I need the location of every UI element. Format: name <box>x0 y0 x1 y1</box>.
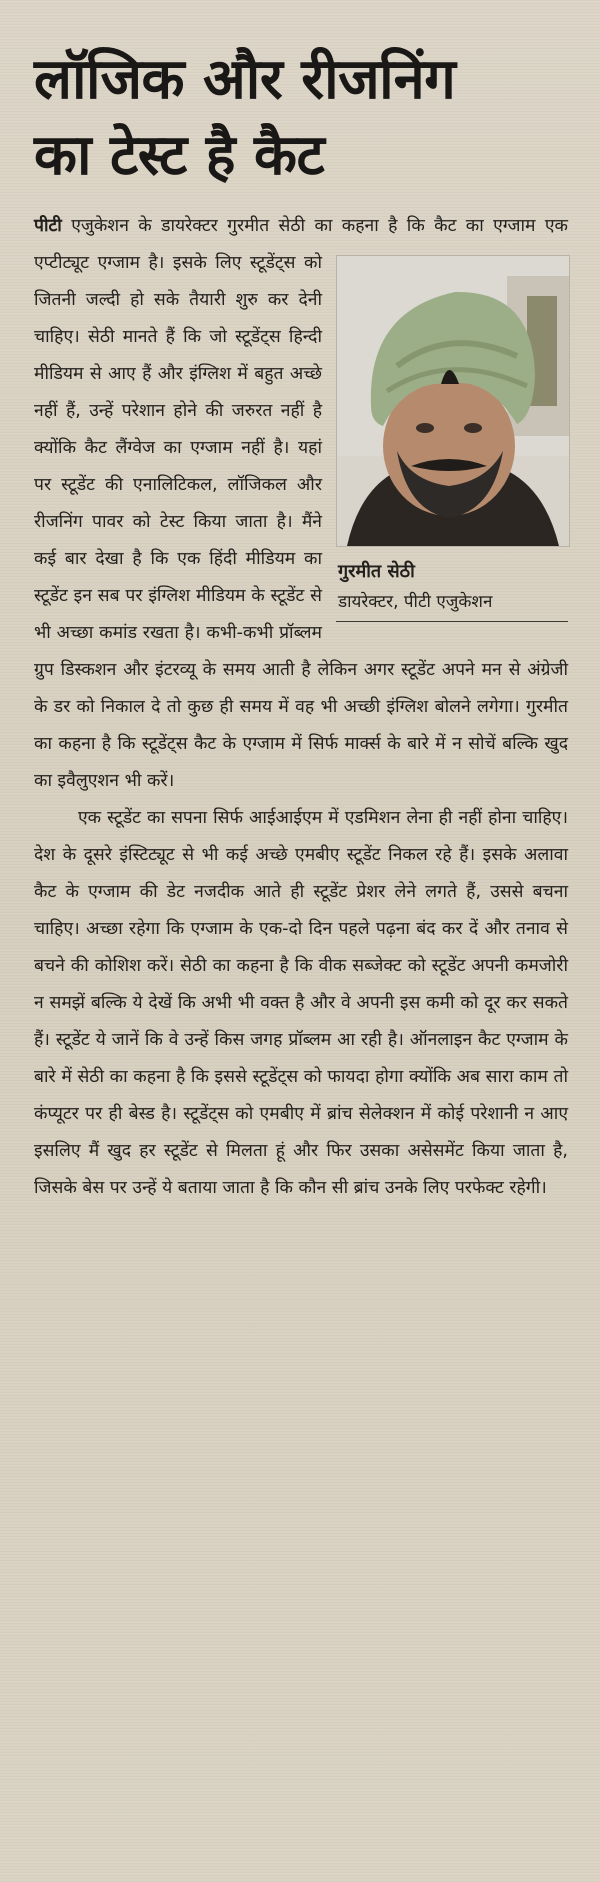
caption-name: गुरमीत सेठी <box>338 561 415 582</box>
figure <box>336 255 568 622</box>
article-body <box>34 208 568 1207</box>
photo-caption <box>336 547 568 622</box>
paragraph-1-intro: एजुकेशन के डायरेक्टर गुरमीत सेठी का कहना है कि कैट का एग्जाम एक एप्टीट्यूट एग्जाम है। <box>34 216 568 273</box>
headline-line-2: का टेस्ट है कैट <box>34 123 325 188</box>
headline-line-1: लॉजिक और रीजनिंग <box>34 47 456 112</box>
headline <box>34 42 568 194</box>
lead-word: पीटी <box>34 216 62 236</box>
paragraph-1 <box>34 208 568 800</box>
paragraph-1-rest: इसके लिए स्टूडेंट्स को जितनी जल्दी हो सके तैयारी शुरु कर देनी चाहिए। सेठी मानते हैं कि जो स्टूडेंट्स हिन्दी मीडियम से आए हैं और इंग्लिश में बहुत अच्छे नहीं हैं, उन्हें परेशान होने की जरुरत नहीं है क्योंकि कैट लैंग्वेज का एग्जाम नहीं है। यहां पर स्टूडेंट की एनालिटिकल, लॉजिकल और रीजनिंग पावर को टेस्ट किया जाता है। मैंने कई बार देखा है कि एक हिंदी मीडियम का स्टूडेंट इन सब पर इंग्लिश मीडियम के स्टूडेंट से भी अच्छा कमांड रखता है। कभी-कभी प्रॉब्लम ग्रुप डिस्कशन और इंटरव्यू के समय आती है लेकिन अगर स्टूडेंट अपने मन से अंग्रेजी के डर को निकाल दे तो कुछ ही समय में वह भी अच्छी इंग्लिश बोलने लगेगा। गुरमीत का कहना है कि स्टूडेंट्स कैट के एग्जाम में सिर्फ मार्क्स के बारे में न सोचें बल्कि खुद का इवैलुएशन भी करें। <box>34 253 568 791</box>
portrait-illustration <box>337 256 569 546</box>
caption-title: डायरेक्टर, पीटी एजुकेशन <box>338 592 493 612</box>
portrait-photo <box>336 255 570 547</box>
paragraph-2: एक स्टूडेंट का सपना सिर्फ आईआईएम में एडमिशन लेना ही नहीं होना चाहिए। देश के दूसरे इंस्टिट्यूट से भी कई अच्छे एमबीए स्टूडेंट निकल रहे हैं। इसके अलावा कैट के एग्जाम की डेट नजदीक आते ही स्टूडेंट प्रेशर लेने लगते हैं, उससे बचना चाहिए। अच्छा रहेगा कि एग्जाम के एक-दो दिन पहले पढ़ना बंद कर दें और तनाव से बचने की कोशिश करें। सेठी का कहना है कि वीक सब्जेक्ट को स्टूडेंट अपनी कमजोरी न समझें बल्कि ये देखें कि अभी भी वक्त है और वे अपनी इस कमी को दूर कर सकते हैं। स्टूडेंट ये जानें कि वे उन्हें किस जगह प्रॉब्लम आ रही है। ऑनलाइन कैट एग्जाम के बारे में सेठी का कहना है कि इससे स्टूडेंट्स को फायदा होगा क्योंकि अब सारा काम तो कंप्यूटर पर ही बेस्ड है। स्टूडेंट्स को एमबीए में ब्रांच सेलेक्शन में कोई परेशानी न आए इसलिए मैं खुद हर स्टूडेंट से मिलता हूं और फिर उसका असेसमेंट किया जाता है, जिसके बेस पर उन्हें ये बताया जाता है कि कौन सी ब्रांच उनके लिए परफेक्ट रहेगी। <box>34 808 568 1198</box>
